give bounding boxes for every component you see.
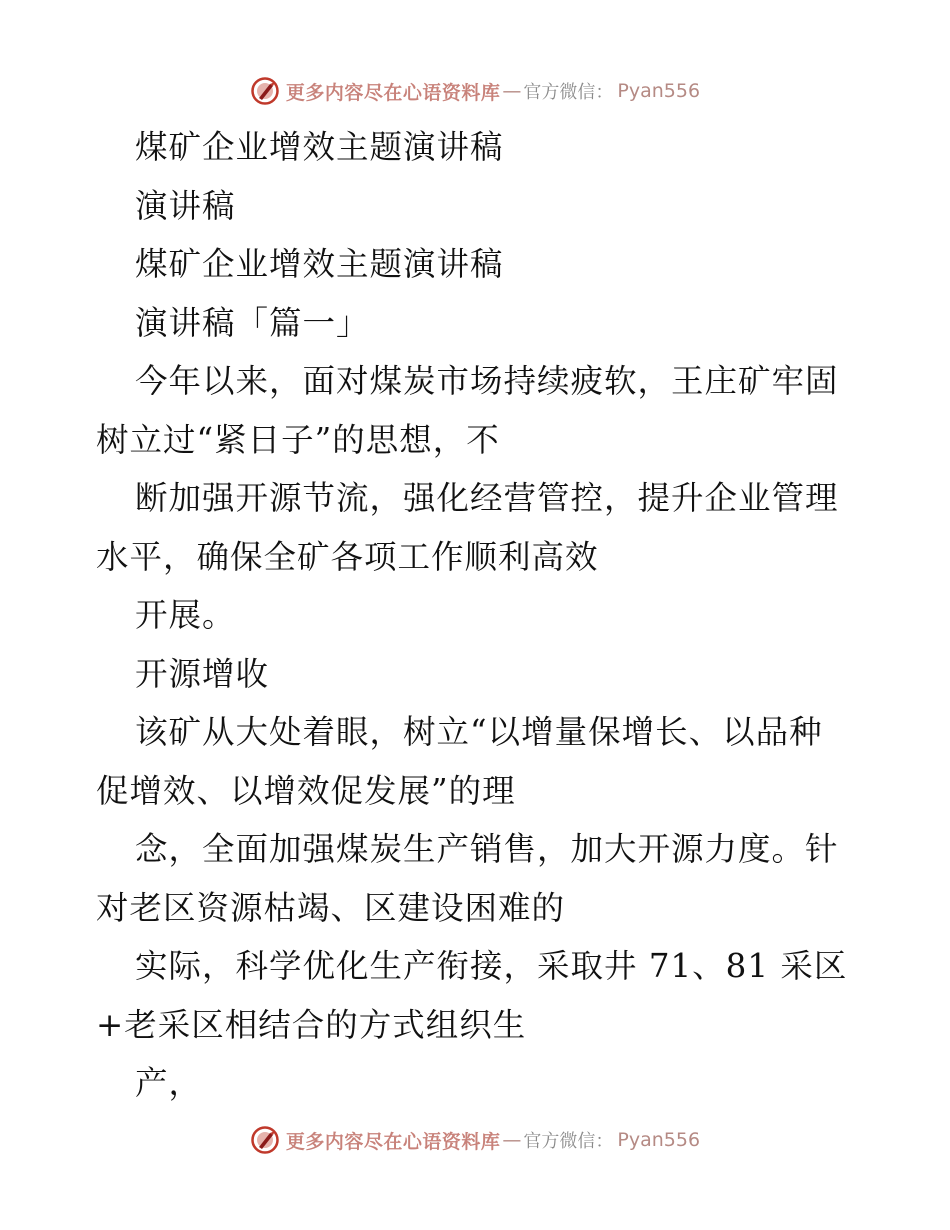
text-line: 开展。 — [135, 596, 236, 634]
text-line: 实际，科学优化生产衔接，采取井 71、81 采区 — [135, 947, 848, 985]
text-line: 煤矿企业增效主题演讲稿 — [135, 245, 504, 283]
pen-logo-icon — [250, 76, 280, 106]
watermark-id: Pyan556 — [617, 1129, 701, 1151]
watermark-id: Pyan556 — [617, 80, 701, 102]
text-line: 促增效、以增效促发展”的理 — [96, 771, 516, 810]
watermark-brand: 更多内容尽在心语资料库 — [285, 1130, 501, 1153]
watermark-dash: — — [502, 80, 522, 102]
document-body — [96, 118, 856, 1113]
text-line: 演讲稿「篇一」 — [135, 303, 370, 342]
watermark-footer — [0, 1122, 950, 1158]
pen-logo-icon — [250, 1125, 280, 1155]
text-line: 水平，确保全矿各项工作顺利高效 — [96, 537, 599, 576]
text-line: 断加强开源节流，强化经营管控，提升企业管理 — [135, 479, 839, 517]
watermark-brand: 更多内容尽在心语资料库 — [285, 81, 501, 104]
text-line: 对老区资源枯竭、区建设困难的 — [96, 888, 566, 927]
text-line: 念，全面加强煤炭生产销售，加大开源力度。针 — [135, 830, 839, 868]
text-line: 煤矿企业增效主题演讲稿 — [135, 128, 504, 166]
text-line: 树立过“紧日子”的思想，不 — [96, 420, 500, 459]
watermark-label: 官方微信： — [523, 82, 614, 103]
text-line: 开源增收 — [135, 654, 270, 693]
text-line: 演讲稿 — [135, 186, 236, 225]
text-line: +老采区相结合的方式组织生 — [96, 1005, 527, 1044]
text-line: 今年以来，面对煤炭市场持续疲软，王庄矿牢固 — [135, 362, 839, 400]
text-line: 该矿从大处着眼，树立“以增量保增长、以品种 — [135, 713, 823, 751]
watermark-dash: — — [502, 1129, 522, 1151]
text-line: 产， — [135, 1064, 203, 1102]
watermark-label: 官方微信： — [523, 1131, 614, 1152]
watermark-header — [0, 73, 950, 109]
